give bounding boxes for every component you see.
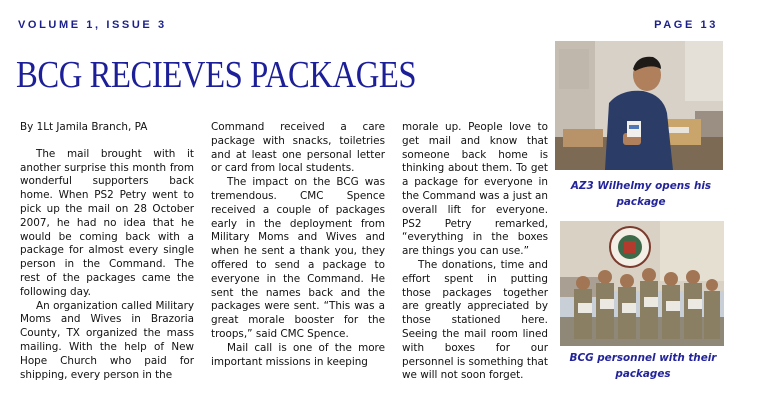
photo-caption: AZ3 Wilhelmy opens his package [570,180,712,208]
photo-group-with-packages [560,221,724,346]
photo-caption: BCG personnel with their packages [569,352,717,380]
article-paragraph: Mail call is one of the more important missions in keeping [211,341,385,368]
article-headline: BCG RECIEVES PACKAGES [16,54,417,96]
photo-illustration [560,221,724,346]
page-number: PAGE 13 [654,19,718,31]
article-paragraph: The mail brought with it another surprise this month from wonderful supporters back home. When PS2 Petry went to pick up the mail on 28 October 2007, he had no idea that he would be coming back with a package for almost every single person in the Command. The rest of the packages came the following day. [20,147,194,298]
article-column-2 [211,121,385,369]
article-paragraph: An organization called Military Moms and Wives in Brazoria County, TX organized the mass mailing. With the help of New Hope Church who paid for shipping, every person in the [20,299,194,381]
article-column-1 [20,121,194,382]
photo-illustration [555,41,723,170]
article-paragraph-continued: Command received a care package with snacks, toiletries and at least one personal letter or card from local students. [211,121,385,175]
newsletter-volume-issue: VOLUME 1, ISSUE 3 [18,19,167,31]
photo-sailor-opening-package [555,41,723,170]
article-column-3 [402,121,548,383]
article-paragraph: The impact on the BCG was tremendous. CMC Spence received a couple of packages early in the deployment from Military Moms and Wives and when he sent a thank you, they offered to send a package to everyone in the Command. He sent the names back and the packages were sent. “This was a great morale booster for the troops,” said CMC Spence. [211,176,385,340]
article-byline: By 1Lt Jamila Branch, PA [20,121,148,133]
article-paragraph-continued: morale up. People love to get mail and know that someone back home is thinking about them. To get a package for everyone in the Command was a just an overall lift for everyone. PS2 Petry remarked, “everything in the boxes are things you can use.” [402,121,548,258]
article-paragraph: The donations, time and effort spent in putting those packages together are greatly appreciated by those stationed here. Seeing the mail room lined with boxes for our personnel is something that we will not soon forget. [402,258,548,382]
